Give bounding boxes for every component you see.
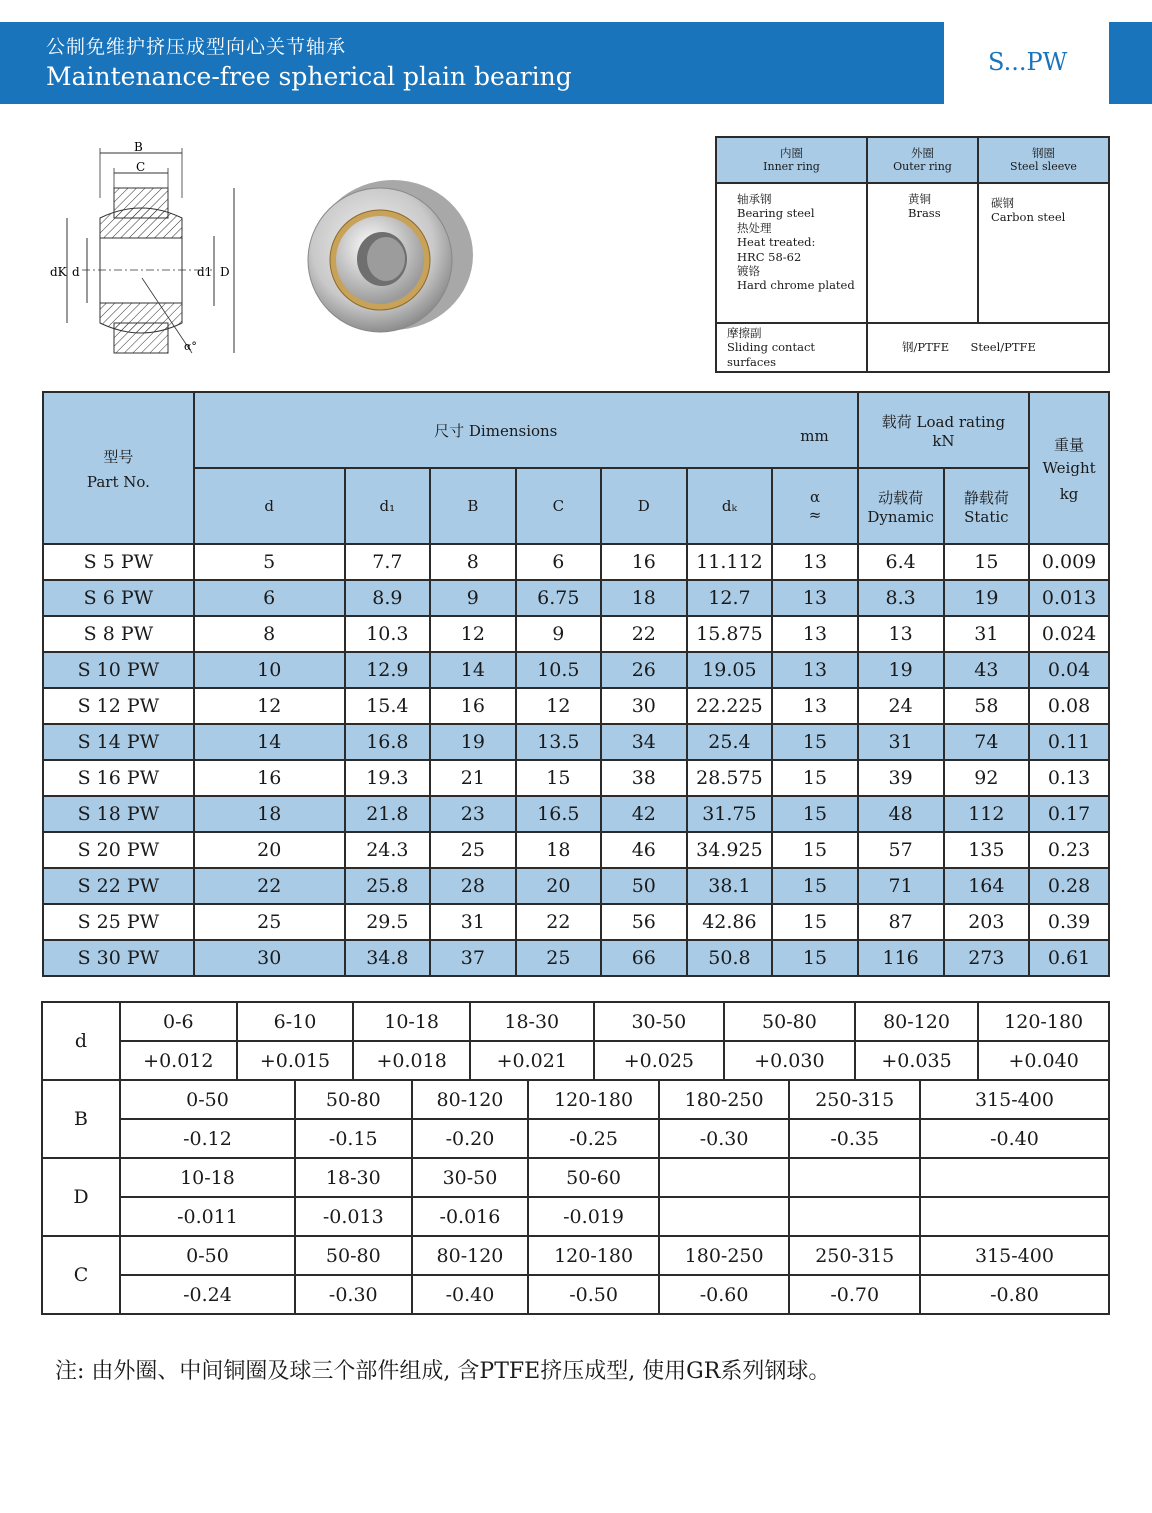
value-cell: 116 bbox=[858, 940, 944, 976]
bearing-photo bbox=[298, 175, 478, 345]
table-row bbox=[43, 724, 1109, 760]
label-B: B bbox=[134, 140, 143, 154]
sleeve-line: Carbon steel bbox=[991, 210, 1066, 225]
inner-line: Heat treated: bbox=[737, 235, 816, 250]
value-cell: 5 bbox=[194, 544, 345, 580]
tolerance-range-cell: 50-80 bbox=[724, 1002, 855, 1041]
tolerance-range-cell: 120-180 bbox=[528, 1236, 659, 1275]
part-number-cell: S 6 PW bbox=[43, 580, 194, 616]
dynamic-cn: 动载荷 bbox=[878, 488, 924, 507]
material-table bbox=[715, 136, 1110, 373]
value-cell: 48 bbox=[858, 796, 944, 832]
value-cell: 23 bbox=[430, 796, 515, 832]
tolerance-value-cell bbox=[789, 1197, 920, 1236]
value-cell: 0.013 bbox=[1029, 580, 1109, 616]
value-cell: 26 bbox=[601, 652, 686, 688]
tolerance-range-cell: 30-50 bbox=[594, 1002, 725, 1041]
value-cell: 112 bbox=[944, 796, 1030, 832]
approx-symbol: ≈ bbox=[808, 506, 822, 524]
tolerance-range-cell: 180-250 bbox=[659, 1080, 790, 1119]
tolerance-value-cell: -0.70 bbox=[789, 1275, 920, 1314]
table-row bbox=[43, 652, 1109, 688]
value-cell: 9 bbox=[516, 616, 602, 652]
tolerance-value-cell: -0.35 bbox=[789, 1119, 920, 1158]
tolerance-row bbox=[42, 1119, 1109, 1158]
value-cell: 19.05 bbox=[687, 652, 773, 688]
header-banner bbox=[0, 22, 944, 104]
tolerance-range-cell: 315-400 bbox=[920, 1236, 1109, 1275]
value-cell: 25 bbox=[516, 940, 602, 976]
series-code: S...PW bbox=[988, 48, 1068, 76]
value-cell: 43 bbox=[944, 652, 1030, 688]
tolerance-value-cell: -0.60 bbox=[659, 1275, 790, 1314]
value-cell: 25.8 bbox=[345, 868, 431, 904]
tolerance-row bbox=[42, 1002, 1109, 1041]
specification-rows bbox=[43, 544, 1109, 976]
value-cell: 13.5 bbox=[516, 724, 602, 760]
value-cell: 0.04 bbox=[1029, 652, 1109, 688]
tolerance-value-cell: -0.016 bbox=[412, 1197, 529, 1236]
tolerance-value-cell: -0.12 bbox=[120, 1119, 295, 1158]
value-cell: 12.7 bbox=[687, 580, 773, 616]
tolerance-label-C: C bbox=[42, 1236, 120, 1314]
part-cn: 型号 bbox=[103, 447, 134, 466]
title-cn: 公制免维护挤压成型向心关节轴承 bbox=[46, 36, 347, 58]
value-cell: 19.3 bbox=[345, 760, 431, 796]
value-cell: 50.8 bbox=[687, 940, 773, 976]
value-cell: 39 bbox=[858, 760, 944, 796]
value-cell: 0.08 bbox=[1029, 688, 1109, 724]
value-cell: 16.5 bbox=[516, 796, 602, 832]
value-cell: 14 bbox=[430, 652, 515, 688]
col-d: d bbox=[194, 468, 345, 544]
value-cell: 15 bbox=[772, 868, 857, 904]
tolerance-range-cell: 50-80 bbox=[295, 1236, 412, 1275]
tolerance-range-cell bbox=[659, 1158, 790, 1197]
value-cell: 57 bbox=[858, 832, 944, 868]
value-cell: 16 bbox=[601, 544, 686, 580]
value-cell: 20 bbox=[194, 832, 345, 868]
value-cell: 15.4 bbox=[345, 688, 431, 724]
value-cell: 6.75 bbox=[516, 580, 602, 616]
part-number-cell: S 5 PW bbox=[43, 544, 194, 580]
tolerance-value-cell: +0.025 bbox=[594, 1041, 725, 1080]
value-cell: 16.8 bbox=[345, 724, 431, 760]
outer-line: Brass bbox=[908, 206, 941, 221]
alpha-symbol: α bbox=[809, 488, 821, 506]
sliding-value-en: Steel/PTFE bbox=[970, 340, 1036, 355]
tolerance-range-cell: 80-120 bbox=[855, 1002, 979, 1041]
tolerance-range-cell: 6-10 bbox=[237, 1002, 354, 1041]
tolerance-range-cell bbox=[920, 1158, 1109, 1197]
value-cell: 6 bbox=[194, 580, 345, 616]
value-cell: 13 bbox=[772, 580, 857, 616]
tolerance-value-cell: -0.50 bbox=[528, 1275, 659, 1314]
tolerance-value-cell bbox=[659, 1197, 790, 1236]
tolerance-label-d: d bbox=[42, 1002, 120, 1080]
tolerance-value-cell: -0.30 bbox=[659, 1119, 790, 1158]
value-cell: 21.8 bbox=[345, 796, 431, 832]
value-cell: 0.009 bbox=[1029, 544, 1109, 580]
value-cell: 22.225 bbox=[687, 688, 773, 724]
tolerance-range-cell: 50-80 bbox=[295, 1080, 412, 1119]
outer-cn: 外圈 bbox=[911, 145, 934, 160]
value-cell: 15 bbox=[772, 940, 857, 976]
value-cell: 16 bbox=[430, 688, 515, 724]
value-cell: 34.925 bbox=[687, 832, 773, 868]
value-cell: 19 bbox=[944, 580, 1030, 616]
tolerance-range-cell bbox=[789, 1158, 920, 1197]
tolerance-value-cell bbox=[920, 1197, 1109, 1236]
dynamic-en: Dynamic bbox=[867, 507, 934, 526]
value-cell: 31.75 bbox=[687, 796, 773, 832]
table-row bbox=[43, 796, 1109, 832]
dimensions-header bbox=[194, 392, 858, 468]
sleeve-en: Steel sleeve bbox=[1010, 160, 1077, 174]
inner-en: Inner ring bbox=[763, 160, 820, 174]
col-B: B bbox=[430, 468, 515, 544]
value-cell: 34.8 bbox=[345, 940, 431, 976]
table-row bbox=[43, 688, 1109, 724]
value-cell: 14 bbox=[194, 724, 345, 760]
col-C: C bbox=[516, 468, 602, 544]
value-cell: 164 bbox=[944, 868, 1030, 904]
value-cell: 92 bbox=[944, 760, 1030, 796]
value-cell: 15 bbox=[516, 760, 602, 796]
tolerance-range-cell: 18-30 bbox=[295, 1158, 412, 1197]
load-rating-header bbox=[858, 392, 1029, 468]
tolerance-value-cell: -0.80 bbox=[920, 1275, 1109, 1314]
value-cell: 22 bbox=[601, 616, 686, 652]
weight-unit: kg bbox=[1059, 484, 1079, 503]
outer-en: Outer ring bbox=[893, 160, 952, 174]
value-cell: 71 bbox=[858, 868, 944, 904]
value-cell: 15 bbox=[772, 760, 857, 796]
value-cell: 12 bbox=[516, 688, 602, 724]
part-number-cell: S 8 PW bbox=[43, 616, 194, 652]
value-cell: 16 bbox=[194, 760, 345, 796]
tolerance-value-cell: -0.20 bbox=[412, 1119, 529, 1158]
value-cell: 58 bbox=[944, 688, 1030, 724]
sliding-value-cn: 钢/PTFE bbox=[902, 340, 950, 355]
table-row bbox=[43, 940, 1109, 976]
label-d1: d1 bbox=[197, 265, 213, 279]
inner-line: Bearing steel bbox=[737, 206, 815, 221]
tolerance-range-cell: 80-120 bbox=[412, 1080, 529, 1119]
tolerance-range-cell: 50-60 bbox=[528, 1158, 659, 1197]
value-cell: 273 bbox=[944, 940, 1030, 976]
value-cell: 25.4 bbox=[687, 724, 773, 760]
tolerance-range-cell: 0-6 bbox=[120, 1002, 237, 1041]
tolerance-value-cell: +0.015 bbox=[237, 1041, 354, 1080]
value-cell: 31 bbox=[430, 904, 515, 940]
weight-cn: 重量 bbox=[1054, 435, 1085, 454]
value-cell: 30 bbox=[601, 688, 686, 724]
value-cell: 66 bbox=[601, 940, 686, 976]
value-cell: 28 bbox=[430, 868, 515, 904]
value-cell: 12 bbox=[430, 616, 515, 652]
value-cell: 13 bbox=[772, 688, 857, 724]
tolerance-range-cell: 10-18 bbox=[353, 1002, 470, 1041]
tolerance-label-B: B bbox=[42, 1080, 120, 1158]
value-cell: 15.875 bbox=[687, 616, 773, 652]
value-cell: 38.1 bbox=[687, 868, 773, 904]
material-outer-header bbox=[867, 137, 978, 183]
dimensions-label: 尺寸 Dimensions bbox=[434, 421, 558, 440]
value-cell: 20 bbox=[516, 868, 602, 904]
value-cell: 0.28 bbox=[1029, 868, 1109, 904]
weight-en: Weight bbox=[1042, 458, 1096, 477]
tolerance-value-cell: +0.018 bbox=[353, 1041, 470, 1080]
value-cell: 6.4 bbox=[858, 544, 944, 580]
inner-line: 热处理 bbox=[737, 220, 772, 235]
title-en: Maintenance-free spherical plain bearing bbox=[46, 62, 572, 91]
value-cell: 13 bbox=[772, 652, 857, 688]
tolerance-range-cell: 18-30 bbox=[470, 1002, 594, 1041]
value-cell: 0.024 bbox=[1029, 616, 1109, 652]
value-cell: 8 bbox=[194, 616, 345, 652]
outer-line: 黄铜 bbox=[908, 192, 931, 206]
tolerance-value-cell: -0.019 bbox=[528, 1197, 659, 1236]
part-en: Part No. bbox=[86, 472, 150, 491]
value-cell: 38 bbox=[601, 760, 686, 796]
specification-table bbox=[42, 391, 1110, 977]
tolerance-range-cell: 180-250 bbox=[659, 1236, 790, 1275]
tolerance-value-cell: +0.035 bbox=[855, 1041, 979, 1080]
table-row bbox=[43, 832, 1109, 868]
col-dk: dₖ bbox=[687, 468, 773, 544]
tolerance-value-cell: +0.012 bbox=[120, 1041, 237, 1080]
value-cell: 37 bbox=[430, 940, 515, 976]
value-cell: 31 bbox=[944, 616, 1030, 652]
value-cell: 24.3 bbox=[345, 832, 431, 868]
tolerance-range-cell: 250-315 bbox=[789, 1080, 920, 1119]
value-cell: 135 bbox=[944, 832, 1030, 868]
value-cell: 8.3 bbox=[858, 580, 944, 616]
col-D: D bbox=[601, 468, 686, 544]
value-cell: 30 bbox=[194, 940, 345, 976]
value-cell: 13 bbox=[772, 544, 857, 580]
tolerance-value-cell: -0.30 bbox=[295, 1275, 412, 1314]
value-cell: 18 bbox=[194, 796, 345, 832]
value-cell: 15 bbox=[772, 796, 857, 832]
load-unit: kN bbox=[932, 431, 955, 450]
footnote: 注: 由外圈、中间铜圈及球三个部件组成, 含PTFE挤压成型, 使用GR系列钢球。 bbox=[55, 1359, 831, 1384]
inner-line: 轴承钢 bbox=[737, 192, 772, 206]
part-number-cell: S 16 PW bbox=[43, 760, 194, 796]
value-cell: 0.17 bbox=[1029, 796, 1109, 832]
load-label: 载荷 Load rating bbox=[881, 412, 1006, 431]
sliding-en: Sliding contact surfaces bbox=[727, 340, 816, 369]
tolerance-label-D: D bbox=[42, 1158, 120, 1236]
value-cell: 7.7 bbox=[345, 544, 431, 580]
value-cell: 12.9 bbox=[345, 652, 431, 688]
part-number-cell: S 22 PW bbox=[43, 868, 194, 904]
sliding-surfaces-label bbox=[716, 323, 867, 372]
value-cell: 6 bbox=[516, 544, 602, 580]
tolerance-value-cell: -0.15 bbox=[295, 1119, 412, 1158]
value-cell: 15 bbox=[772, 724, 857, 760]
value-cell: 13 bbox=[858, 616, 944, 652]
label-D: D bbox=[220, 265, 230, 279]
part-number-cell: S 30 PW bbox=[43, 940, 194, 976]
value-cell: 15 bbox=[944, 544, 1030, 580]
tolerance-value-cell: +0.040 bbox=[978, 1041, 1109, 1080]
tolerance-range-cell: 0-50 bbox=[120, 1236, 295, 1275]
label-C: C bbox=[136, 160, 146, 174]
part-number-cell: S 14 PW bbox=[43, 724, 194, 760]
tolerance-value-cell: +0.021 bbox=[470, 1041, 594, 1080]
value-cell: 12 bbox=[194, 688, 345, 724]
label-dk: dK bbox=[50, 265, 67, 279]
tolerance-value-cell: -0.40 bbox=[412, 1275, 529, 1314]
value-cell: 8 bbox=[430, 544, 515, 580]
value-cell: 8.9 bbox=[345, 580, 431, 616]
material-outer-cell bbox=[867, 183, 978, 323]
value-cell: 0.11 bbox=[1029, 724, 1109, 760]
value-cell: 0.23 bbox=[1029, 832, 1109, 868]
value-cell: 22 bbox=[194, 868, 345, 904]
material-sleeve-cell bbox=[978, 183, 1109, 323]
tolerance-value-cell: -0.40 bbox=[920, 1119, 1109, 1158]
sleeve-line: 碳钢 bbox=[991, 196, 1014, 210]
tolerance-range-cell: 250-315 bbox=[789, 1236, 920, 1275]
table-row bbox=[43, 868, 1109, 904]
tolerance-value-cell: -0.24 bbox=[120, 1275, 295, 1314]
value-cell: 74 bbox=[944, 724, 1030, 760]
sliding-surfaces-value bbox=[867, 323, 1109, 372]
material-inner-cell bbox=[716, 183, 867, 323]
inner-line: Hard chrome plated bbox=[737, 278, 855, 293]
tolerance-range-cell: 80-120 bbox=[412, 1236, 529, 1275]
value-cell: 46 bbox=[601, 832, 686, 868]
value-cell: 24 bbox=[858, 688, 944, 724]
value-cell: 9 bbox=[430, 580, 515, 616]
tolerance-value-cell: -0.011 bbox=[120, 1197, 295, 1236]
col-static bbox=[944, 468, 1030, 544]
value-cell: 0.13 bbox=[1029, 760, 1109, 796]
value-cell: 42 bbox=[601, 796, 686, 832]
table-row bbox=[43, 904, 1109, 940]
value-cell: 203 bbox=[944, 904, 1030, 940]
value-cell: 18 bbox=[516, 832, 602, 868]
value-cell: 10.5 bbox=[516, 652, 602, 688]
static-en: Static bbox=[964, 507, 1009, 526]
header-accent-bar bbox=[1109, 22, 1152, 104]
value-cell: 31 bbox=[858, 724, 944, 760]
tolerance-table bbox=[41, 1001, 1110, 1315]
value-cell: 25 bbox=[430, 832, 515, 868]
tolerance-value-cell: -0.013 bbox=[295, 1197, 412, 1236]
value-cell: 0.61 bbox=[1029, 940, 1109, 976]
part-number-cell: S 18 PW bbox=[43, 796, 194, 832]
value-cell: 50 bbox=[601, 868, 686, 904]
value-cell: 22 bbox=[516, 904, 602, 940]
part-number-cell: S 12 PW bbox=[43, 688, 194, 724]
value-cell: 42.86 bbox=[687, 904, 773, 940]
weight-header bbox=[1029, 392, 1109, 544]
value-cell: 11.112 bbox=[687, 544, 773, 580]
tolerance-value-cell: +0.030 bbox=[724, 1041, 855, 1080]
tolerance-row bbox=[42, 1275, 1109, 1314]
inner-line: HRC 58-62 bbox=[737, 249, 802, 264]
value-cell: 21 bbox=[430, 760, 515, 796]
table-row bbox=[43, 616, 1109, 652]
tolerance-rows bbox=[42, 1002, 1109, 1314]
tolerance-row bbox=[42, 1158, 1109, 1197]
value-cell: 15 bbox=[772, 904, 857, 940]
value-cell: 0.39 bbox=[1029, 904, 1109, 940]
value-cell: 10.3 bbox=[345, 616, 431, 652]
tolerance-range-cell: 120-180 bbox=[978, 1002, 1109, 1041]
material-inner-header bbox=[716, 137, 867, 183]
part-number-cell: S 20 PW bbox=[43, 832, 194, 868]
table-row bbox=[43, 760, 1109, 796]
tolerance-row bbox=[42, 1236, 1109, 1275]
part-number-cell: S 10 PW bbox=[43, 652, 194, 688]
tolerance-range-cell: 30-50 bbox=[412, 1158, 529, 1197]
value-cell: 18 bbox=[601, 580, 686, 616]
inner-line: 镀铬 bbox=[737, 263, 760, 278]
tolerance-row bbox=[42, 1197, 1109, 1236]
table-row bbox=[43, 580, 1109, 616]
table-row bbox=[43, 544, 1109, 580]
value-cell: 13 bbox=[772, 616, 857, 652]
value-cell: 87 bbox=[858, 904, 944, 940]
col-dynamic bbox=[858, 468, 944, 544]
value-cell: 28.575 bbox=[687, 760, 773, 796]
tolerance-value-cell: -0.25 bbox=[528, 1119, 659, 1158]
tolerance-range-cell: 10-18 bbox=[120, 1158, 295, 1197]
col-d1: d₁ bbox=[345, 468, 431, 544]
part-no-header bbox=[43, 392, 194, 544]
tolerance-range-cell: 0-50 bbox=[120, 1080, 295, 1119]
bearing-cross-section-drawing bbox=[42, 138, 252, 363]
tolerance-range-cell: 120-180 bbox=[528, 1080, 659, 1119]
static-cn: 静载荷 bbox=[963, 488, 1009, 507]
label-alpha: α° bbox=[184, 340, 197, 353]
tolerance-row bbox=[42, 1080, 1109, 1119]
sleeve-cn: 钢圈 bbox=[1032, 145, 1055, 160]
tolerance-row bbox=[42, 1041, 1109, 1080]
value-cell: 15 bbox=[772, 832, 857, 868]
value-cell: 29.5 bbox=[345, 904, 431, 940]
material-sleeve-header bbox=[978, 137, 1109, 183]
sliding-cn: 摩擦副 bbox=[727, 326, 762, 340]
value-cell: 34 bbox=[601, 724, 686, 760]
value-cell: 19 bbox=[430, 724, 515, 760]
col-alpha bbox=[772, 468, 857, 544]
inner-cn: 内圈 bbox=[780, 145, 803, 160]
part-number-cell: S 25 PW bbox=[43, 904, 194, 940]
value-cell: 25 bbox=[194, 904, 345, 940]
value-cell: 10 bbox=[194, 652, 345, 688]
tolerance-range-cell: 315-400 bbox=[920, 1080, 1109, 1119]
value-cell: 56 bbox=[601, 904, 686, 940]
dimensions-unit: mm bbox=[800, 427, 829, 445]
label-d: d bbox=[72, 265, 80, 279]
value-cell: 19 bbox=[858, 652, 944, 688]
